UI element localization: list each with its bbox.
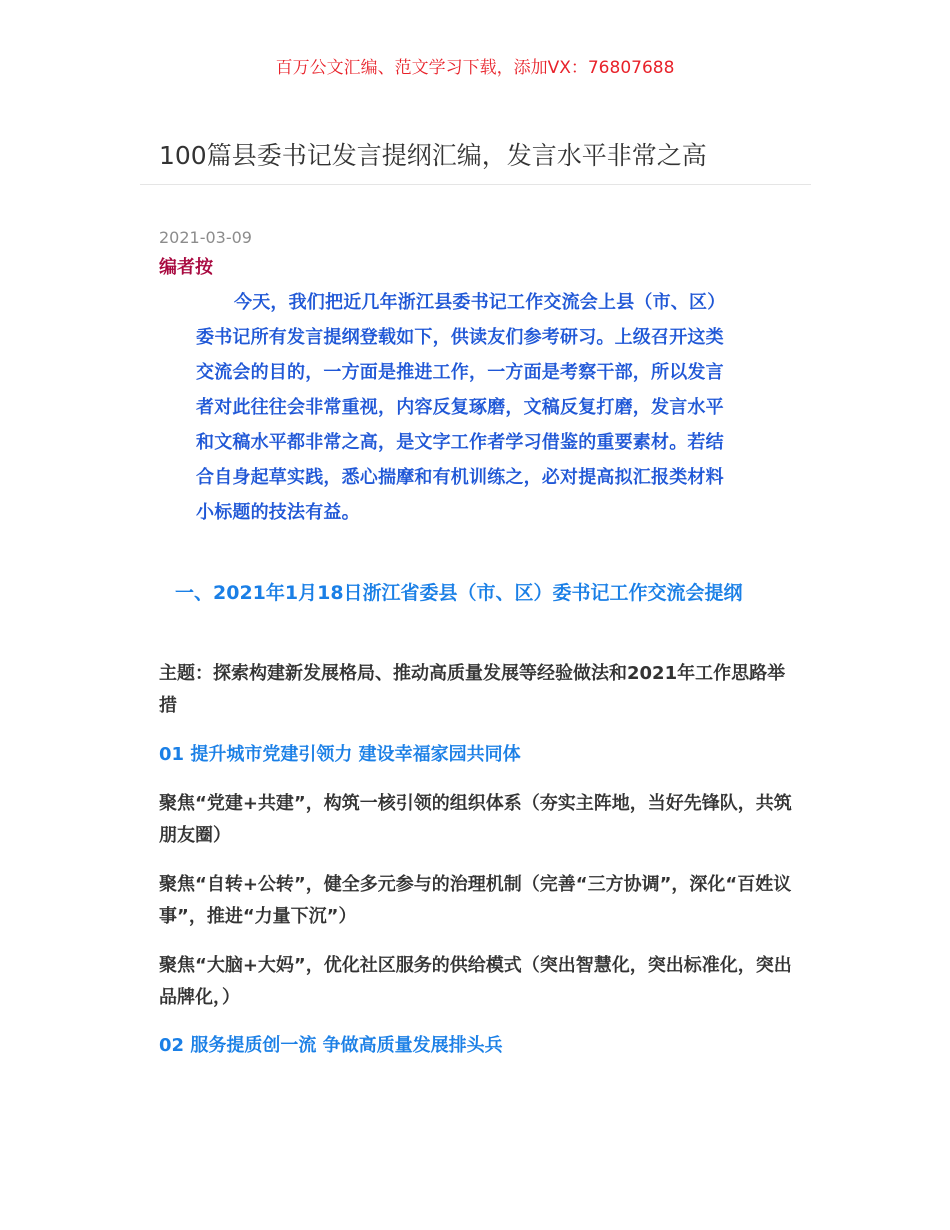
publish-date: 2021-03-09: [159, 228, 252, 247]
bullet-point: 聚焦“党建+共建”，构筑一核引领的组织体系（夯实主阵地，当好先锋队，共筑朋友圈）: [159, 793, 792, 846]
editor-note-label: 编者按: [159, 257, 213, 278]
meeting-topic: 主题：探索构建新发展格局、推动高质量发展等经验做法和2021年工作思路举措: [159, 663, 786, 716]
bullet-point: 聚焦“自转+公转”，健全多元参与的治理机制（完善“三方协调”，深化“百姓议事”，推进“力量下沉”）: [159, 874, 792, 927]
editor-note-paragraph: 今天，我们把近几年浙江县委书记工作交流会上县（市、区）委书记所有发言提纲登载如下，供读友们参考研习。上级召开这类交流会的目的，一方面是推进工作，一方面是考察干部，所以发言者对此往往会非常重视，内容反复琢磨，文稿反复打磨，发言水平和文稿水平都非常之高，是文字工作者学习借鉴的重要素材。若结合自身起草实践，悉心揣摩和有机训练之，必对提高拟汇报类材料小标题的技法有益。: [196, 292, 726, 523]
download-banner: 百万公文汇编、范文学习下载，添加VX：76807688: [275, 58, 675, 78]
article-title: 100篇县委书记发言提纲汇编，发言水平非常之高: [159, 141, 707, 170]
subsection-heading-01: 01 提升城市党建引领力 建设幸福家园共同体: [159, 744, 521, 765]
subsection-heading-02: 02 服务提质创一流 争做高质量发展排头兵: [159, 1035, 503, 1056]
bullet-point: 聚焦“大脑+大妈”，优化社区服务的供给模式（突出智慧化，突出标准化，突出品牌化，）: [159, 955, 792, 1008]
title-divider: [140, 184, 811, 185]
section-heading: 一、2021年1月18日浙江省委县（市、区）委书记工作交流会提纲: [175, 582, 743, 604]
